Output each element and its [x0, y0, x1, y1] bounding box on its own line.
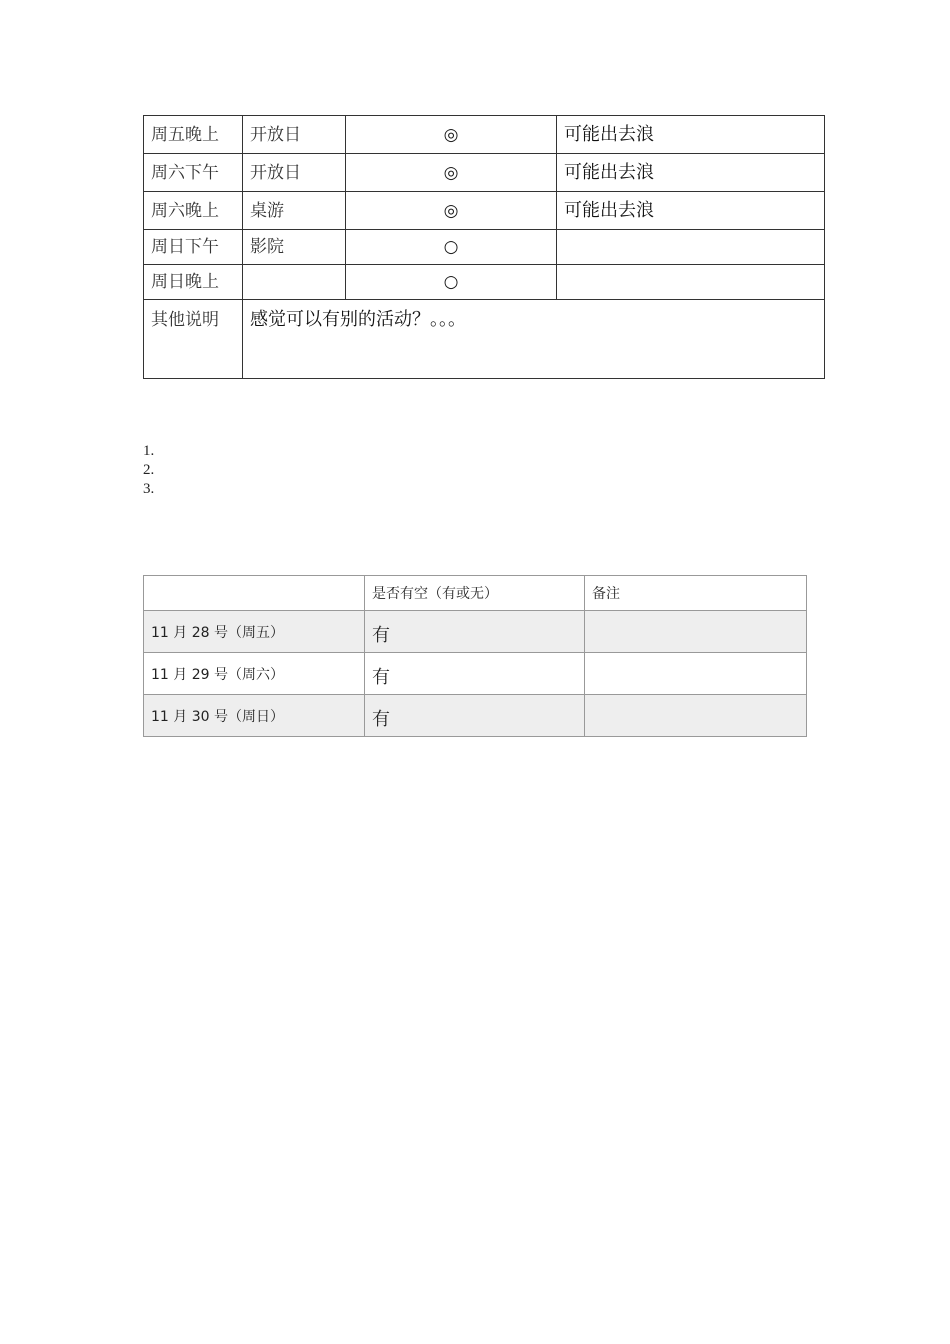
header-cell: 备注 [585, 576, 807, 611]
header-cell: 是否有空（有或无） [365, 576, 585, 611]
available-cell: 有 [365, 653, 585, 695]
date-cell: 11 月 28 号（周五） [144, 611, 365, 653]
table-row [144, 695, 807, 737]
remark-cell: 可能出去浪 [557, 154, 825, 192]
activity-cell: 开放日 [243, 154, 346, 192]
time-cell: 周日晚上 [144, 265, 243, 300]
list-item: 3. [143, 481, 155, 497]
availability-table [143, 575, 807, 737]
schedule-table [143, 115, 825, 379]
activity-cell: 影院 [243, 230, 346, 265]
schedule-row [144, 230, 825, 265]
remark-cell [557, 230, 825, 265]
activity-cell [243, 265, 346, 300]
mark-cell: ◎ [346, 116, 557, 154]
mark-cell: ◎ [346, 154, 557, 192]
available-cell: 有 [365, 611, 585, 653]
remark-cell [557, 265, 825, 300]
note-label-cell: 其他说明 [144, 300, 243, 379]
schedule-row [144, 116, 825, 154]
remark-cell [585, 695, 807, 737]
table-row [144, 653, 807, 695]
mark-cell: ○ [346, 230, 557, 265]
note-row [144, 300, 825, 379]
mark-cell: ○ [346, 265, 557, 300]
time-cell: 周五晚上 [144, 116, 243, 154]
remark-cell [585, 611, 807, 653]
remark-cell: 可能出去浪 [557, 116, 825, 154]
schedule-row [144, 265, 825, 300]
numbered-list [143, 442, 154, 499]
note-text-cell: 感觉可以有别的活动？。。。 [243, 300, 825, 379]
table-header-row [144, 576, 807, 611]
activity-cell: 开放日 [243, 116, 346, 154]
list-item: 2. [143, 462, 155, 478]
time-cell: 周日下午 [144, 230, 243, 265]
time-cell: 周六晚上 [144, 192, 243, 230]
date-cell: 11 月 30 号（周日） [144, 695, 365, 737]
remark-cell: 可能出去浪 [557, 192, 825, 230]
schedule-row [144, 154, 825, 192]
activity-cell: 桌游 [243, 192, 346, 230]
available-cell: 有 [365, 695, 585, 737]
date-cell: 11 月 29 号（周六） [144, 653, 365, 695]
remark-cell [585, 653, 807, 695]
table-row [144, 611, 807, 653]
mark-cell: ◎ [346, 192, 557, 230]
schedule-row [144, 192, 825, 230]
header-cell [144, 576, 365, 611]
time-cell: 周六下午 [144, 154, 243, 192]
list-item: 1. [143, 443, 155, 459]
